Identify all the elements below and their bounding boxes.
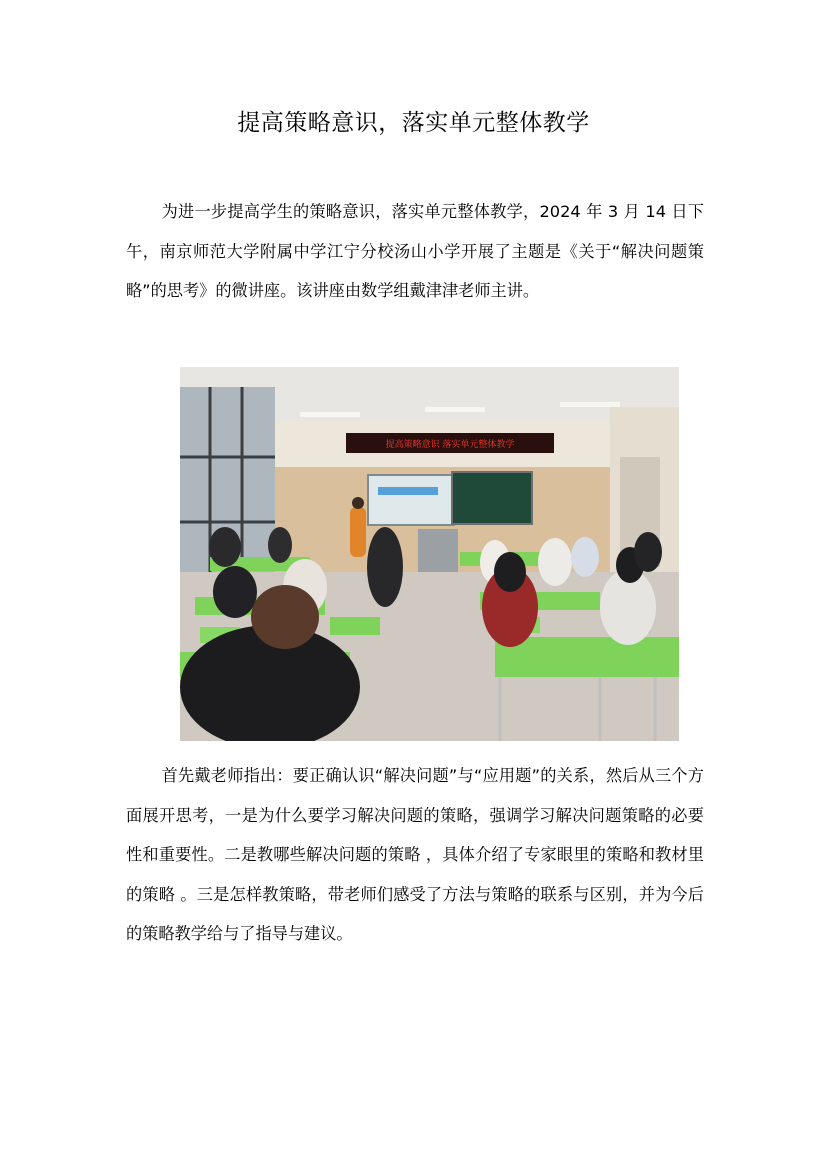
blackboard: [452, 472, 532, 524]
ceiling-light: [300, 412, 360, 417]
person: [268, 527, 292, 563]
ceiling-light: [425, 407, 485, 412]
projector-screen: [368, 475, 454, 525]
person: [209, 527, 241, 567]
person: [571, 537, 599, 577]
person-head: [494, 552, 526, 592]
banner-text: 提高策略意识 落实单元整体教学: [385, 440, 515, 450]
person-head: [251, 585, 319, 649]
podium: [418, 529, 458, 574]
classroom-photo: [180, 367, 679, 741]
ceiling-light: [560, 402, 620, 407]
person: [367, 527, 403, 607]
page-title: 提高策略意识，落实单元整体教学: [237, 110, 590, 136]
desk: [330, 617, 380, 635]
teacher: [350, 507, 366, 557]
person: [634, 532, 662, 572]
person: [213, 566, 257, 618]
paragraph-body: 首先戴老师指出：要正确认识“解决问题”与“应用题”的关系，然后从三个方面展开思考，一是为什么要学习解决问题的策略，强调学习解决问题策略的必要性和重要性。二是教哪些解决问题的策略 ，具体介绍了专家眼里的策略和教材里的策略 。三是怎样教策略，带老师们感受了方法与策略的联系与区别，并为今后的策略教学给与了指导与建议。: [126, 766, 704, 943]
paragraph-intro: 为进一步提高学生的策略意识，落实单元整体教学，2024 年 3 月 14 日下午，南京师范大学附属中学江宁分校汤山小学开展了主题是《关于“解决问题策略”的思考》的微讲座。该讲座由数学组戴津津老师主讲。: [126, 202, 704, 300]
person: [538, 538, 572, 586]
